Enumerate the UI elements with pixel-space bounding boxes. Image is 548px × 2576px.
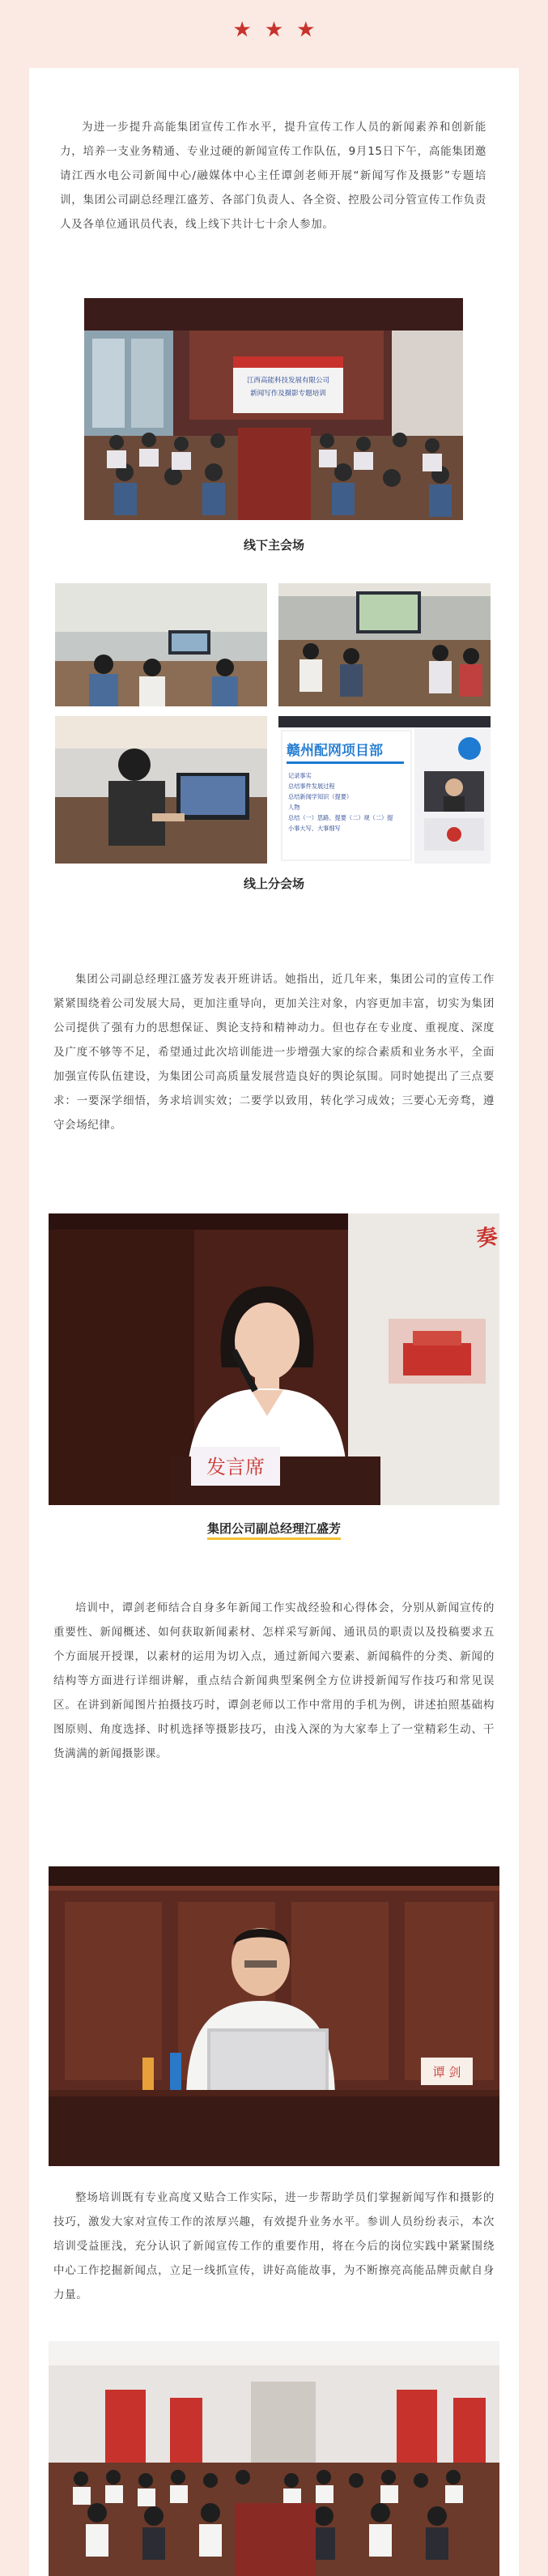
article-paragraph-speech: 集团公司副总经理江盛芳发表开班讲话。她指出，近几年来，集团公司的宣传工作紧紧围绕着公司发展大局，更加注重导向，更加关注对象，内容更加丰富，切实为集团公司提供了强有力的思想保证、舆论支持和精神动力。但也存在专业度、重视度、深度及广度不够等不足，希望通过此次培训能进一步增强大家的综合素质和业务水平，全面加强宣传队伍建设，为集团公司高质量发展营造良好的舆论氛围。同时她提出了三点要求：一要深学细悟，务求培训实效；二要学以致用，转化学习成效；三要心无旁骛，遵守会场纪律。 — [53, 973, 495, 1132]
photo-attendees — [49, 2341, 499, 2576]
article-paragraph-training: 培训中，谭剑老师结合自身多年新闻工作实战经验和心得体会，分别从新闻宣传的重要性、新闻概述、如何获取新闻素材、怎样采写新闻、通讯员的职责以及投稿要求五个方面展开授课，以素材的运用为切入点，通过新闻六要素、新闻稿件的分类、新闻的结构等方面进行详细讲解，重点结合新闻典型案例全方位讲授新闻写作技巧和常见误区。在讲到新闻图片拍摄技巧时，谭剑老师以工作中常用的手机为例，讲述拍照基础构图原则、角度选择、时机选择等摄影技巧，由浅入深的为大家奉上了一堂精彩生动、干货满满的新闻摄影课。 — [53, 1601, 495, 1760]
screen-title: 赣州配网项目部 — [287, 743, 383, 759]
photo-sub-venue-2 — [278, 583, 491, 706]
nameplate-lecturer: 谭 剑 — [432, 2065, 461, 2079]
nameplate-speaker: 发言席 — [206, 1456, 265, 1478]
banner-line-2: 新闻写作及摄影专题培训 — [250, 390, 326, 398]
photo-lecturer — [49, 1866, 499, 2166]
article-paragraph-intro: 为进一步提升高能集团宣传工作水平，提升宣传工作人员的新闻素养和创新能力，培养一支业务精通、专业过硬的新闻宣传工作队伍，9月15日下午，高能集团邀请江西水电公司新闻中心/融媒体中心主任谭剑老师开展“新闻写作及摄影”专题培训，集团公司副总经理江盛芳、各部门负责人、各全资、控股公司分管宣传工作负责人及各单位通讯员代表，线上线下共计七十余人参加。 — [60, 121, 486, 231]
caption-main-venue: 线下主会场 — [243, 538, 304, 552]
screen-item: 总结（一）思路、提要（二）规（二）提 — [288, 814, 393, 821]
photo-speaker-vice-gm — [49, 1213, 499, 1505]
screen-item: 总结事件发展过程 — [288, 783, 335, 790]
photo-sub-venue-3 — [55, 716, 267, 864]
caption-vice-gm-text: 集团公司副总经理江盛芳 — [207, 1521, 341, 1540]
star-icon: ★ — [264, 18, 284, 42]
article-card — [29, 68, 519, 2576]
star-icon: ★ — [232, 18, 252, 42]
screen-item: 总结新闻学知识（提要） — [288, 793, 353, 800]
caption-online-venue: 线上分会场 — [243, 876, 304, 891]
header-stars — [0, 18, 548, 42]
caption-vice-gm — [29, 1520, 519, 1537]
photo-main-venue — [84, 298, 463, 520]
article-paragraph-summary: 整场培训既有专业高度又贴合工作实际，进一步帮助学员们掌握新闻写作和摄影的技巧，激发大家对宣传工作的浓厚兴趣，有效提升业务水平。参训人员纷纷表示，本次培训受益匪浅，充分认识了新闻宣传工作的重要作用，将在今后的岗位实践中紧紧围绕中心工作挖掘新闻点，立足一线抓宣传，讲好高能故事，为不断擦亮高能品牌贡献自身力量。 — [53, 2191, 495, 2301]
screen-item: 人物 — [288, 804, 300, 811]
photo-sub-venue-1 — [55, 583, 267, 706]
star-icon: ★ — [296, 18, 316, 42]
svg-text:奏: 奏 — [474, 1224, 499, 1252]
photo-online-screen — [278, 716, 491, 864]
screen-item: 记录事实 — [288, 772, 312, 779]
screen-item: 小事大写、大事细写 — [288, 825, 341, 832]
banner-line-1: 江西高能科技发展有限公司 — [246, 377, 330, 385]
